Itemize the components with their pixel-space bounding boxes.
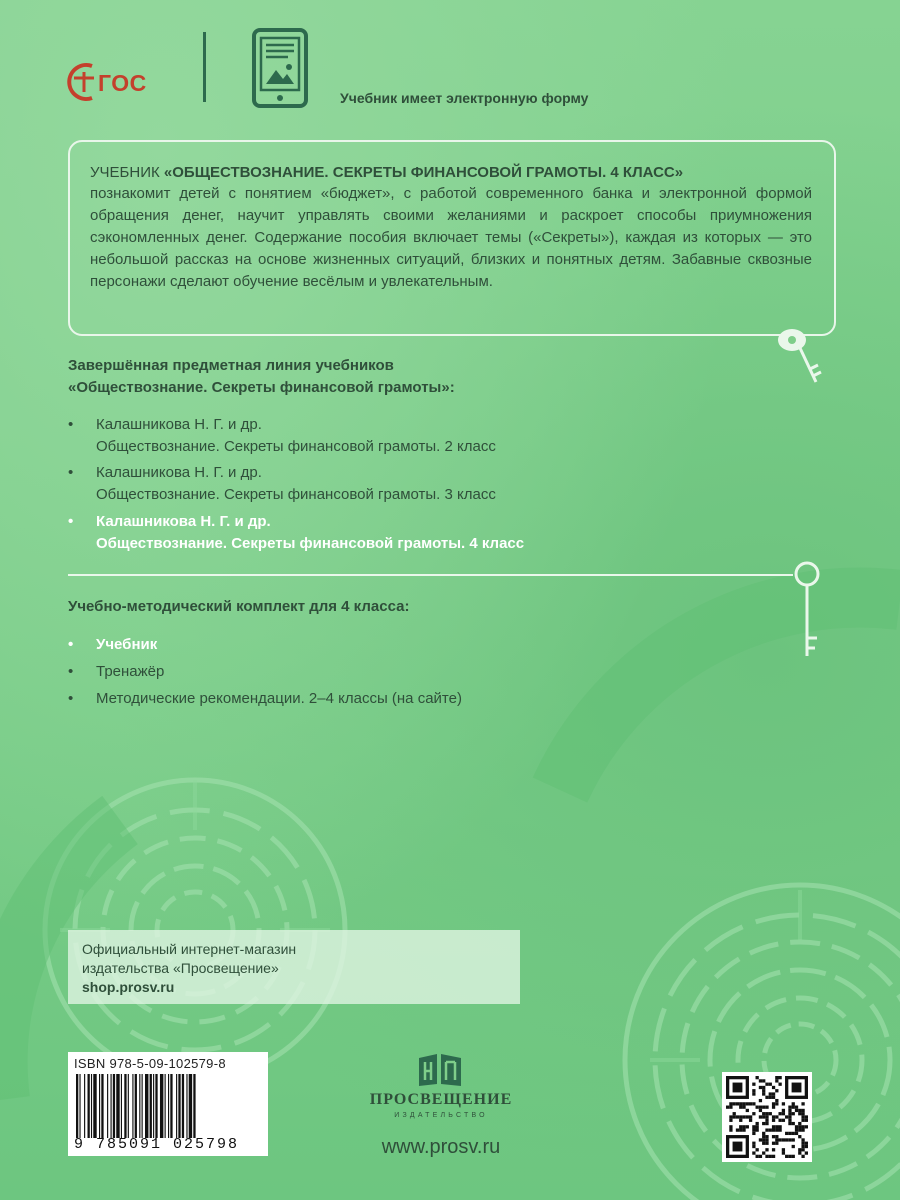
barcode-bar: [165, 1074, 166, 1138]
qr-module: [801, 1112, 804, 1115]
qr-module: [805, 1115, 808, 1118]
series-item-book: Обществознание. Секреты финансовой грамоты. 2 класс: [96, 438, 496, 455]
qr-module: [782, 1138, 785, 1141]
description-text: познакомит детей с понятием «бюджет», с работой современного банка и электронной формой обращения денег, научит управлять своими желаниями и раскроет способы приумножения сэкономленных денег. Содержание пособия включает темы («Секреты»), каждая из которых — это небольшой рассказ на основе жизненных ситуаций, близких и понятных детям. Забавные сквозные персонажи сделают обучение весёлым и увлекательным.: [90, 185, 812, 290]
qr-module: [775, 1142, 778, 1145]
series-item-current: [68, 511, 524, 555]
qr-module: [765, 1138, 768, 1141]
qr-module: [746, 1102, 749, 1105]
qr-module: [739, 1102, 742, 1105]
qr-module: [762, 1132, 765, 1135]
qr-module: [772, 1106, 775, 1109]
qr-module: [752, 1142, 755, 1145]
tablet-icon: [252, 28, 308, 108]
barcode-bar: [155, 1074, 157, 1138]
qr-module: [785, 1155, 788, 1158]
qr-module: [795, 1128, 798, 1131]
series-item-author: Калашникова Н. Г. и др.: [96, 416, 262, 433]
qr-module: [756, 1122, 759, 1125]
qr-module: [769, 1112, 772, 1115]
qr-module: [772, 1125, 775, 1128]
barcode-bar: [111, 1074, 112, 1138]
qr-module: [759, 1138, 762, 1141]
barcode-bar: [189, 1074, 192, 1138]
qr-module: [798, 1122, 801, 1125]
qr-module: [775, 1089, 778, 1092]
qr-module: [765, 1112, 768, 1115]
qr-module: [805, 1142, 808, 1145]
qr-module: [729, 1128, 732, 1131]
barcode-bar: [79, 1074, 80, 1138]
qr-module: [775, 1138, 778, 1141]
isbn-barcode: [68, 1052, 268, 1156]
qr-module: [762, 1115, 765, 1118]
qr-module: [769, 1096, 772, 1099]
barcode-bar: [139, 1074, 140, 1138]
series-title-line1: Завершённая предметная линия учебников: [68, 357, 394, 374]
qr-module: [775, 1135, 778, 1138]
qr-module: [801, 1142, 804, 1145]
qr-module: [733, 1142, 743, 1152]
qr-module: [746, 1109, 749, 1112]
qr-module: [782, 1151, 785, 1154]
barcode-bar: [182, 1074, 184, 1138]
qr-module: [795, 1125, 798, 1128]
qr-module: [801, 1119, 804, 1122]
qr-module: [778, 1128, 781, 1131]
qr-module: [785, 1132, 788, 1135]
qr-module: [765, 1142, 768, 1145]
qr-code-icon: [726, 1076, 808, 1158]
qr-module: [752, 1151, 755, 1154]
qr-module: [726, 1106, 729, 1109]
qr-module: [759, 1106, 762, 1109]
barcode-bar: [145, 1074, 148, 1138]
publisher-subtitle: ИЗДАТЕЛЬСТВО: [394, 1112, 488, 1119]
barcode-bar: [193, 1074, 195, 1138]
barcode-bar: [176, 1074, 177, 1138]
barcode-bar: [160, 1074, 163, 1138]
shop-url-link[interactable]: shop.prosv.ru: [82, 979, 175, 995]
qr-module: [798, 1128, 801, 1131]
qr-module: [736, 1102, 739, 1105]
qr-module: [762, 1112, 765, 1115]
kit-title: Учебно-методический комплект для 4 класса:: [68, 598, 410, 615]
header-divider: [203, 32, 206, 102]
qr-module: [756, 1076, 759, 1079]
barcode-bar: [84, 1074, 85, 1138]
qr-module: [769, 1083, 772, 1086]
qr-module: [752, 1125, 755, 1128]
qr-module: [788, 1132, 791, 1135]
qr-module: [782, 1119, 785, 1122]
qr-module: [749, 1119, 752, 1122]
qr-module: [772, 1155, 775, 1158]
qr-module: [769, 1092, 772, 1095]
description-book-title: «ОБЩЕСТВОЗНАНИЕ. СЕКРЕТЫ ФИНАНСОВОЙ ГРАМОТЫ. 4 КЛАСС»: [163, 164, 684, 181]
bullet-icon: •: [68, 636, 74, 653]
qr-module: [801, 1115, 804, 1118]
kit-item: [68, 690, 462, 707]
qr-module: [805, 1151, 808, 1154]
qr-module: [769, 1128, 772, 1131]
qr-module: [788, 1106, 791, 1109]
barcode-bar: [113, 1074, 115, 1138]
barcode-bar: [91, 1074, 92, 1138]
kit-item-label: Методические рекомендации. 2–4 классы (на сайте): [96, 690, 462, 707]
description-title-line: [90, 162, 812, 183]
series-item: [68, 462, 496, 506]
qr-module: [739, 1128, 742, 1131]
qr-module: [752, 1092, 755, 1095]
description-prefix: УЧЕБНИК: [90, 164, 164, 181]
barcode-bar: [124, 1074, 126, 1138]
qr-module: [785, 1138, 788, 1141]
bullet-icon: •: [68, 513, 74, 530]
qr-module: [792, 1083, 802, 1093]
qr-module: [775, 1079, 778, 1082]
qr-module: [788, 1122, 791, 1125]
shop-info-box: [68, 930, 520, 1004]
qr-module: [752, 1102, 755, 1105]
series-item-author: Калашникова Н. Г. и др.: [96, 513, 271, 530]
key-icon: [768, 318, 828, 398]
barcode-bar: [142, 1074, 143, 1138]
qr-module: [772, 1096, 775, 1099]
qr-module: [739, 1125, 742, 1128]
qr-module: [788, 1115, 791, 1118]
qr-module: [756, 1155, 759, 1158]
kit-item-current: [68, 636, 157, 653]
qr-module: [792, 1138, 795, 1141]
qr-module: [765, 1115, 768, 1118]
qr-module: [765, 1083, 768, 1086]
qr-module: [729, 1119, 732, 1122]
barcode-bar: [170, 1074, 172, 1138]
qr-module: [795, 1106, 798, 1109]
qr-module: [782, 1112, 785, 1115]
qr-module: [756, 1128, 759, 1131]
qr-module: [792, 1122, 795, 1125]
barcode-bar: [153, 1074, 154, 1138]
qr-module: [798, 1109, 801, 1112]
qr-module: [772, 1119, 775, 1122]
qr-module: [759, 1099, 762, 1102]
qr-module: [733, 1115, 736, 1118]
qr-module: [759, 1115, 762, 1118]
qr-module: [762, 1089, 765, 1092]
qr-module: [805, 1125, 808, 1128]
electronic-form-note: Учебник имеет электронную форму: [340, 90, 589, 106]
qr-module: [801, 1138, 804, 1141]
qr-module: [756, 1125, 759, 1128]
bullet-icon: •: [68, 663, 74, 680]
qr-module: [762, 1106, 765, 1109]
qr-module: [778, 1076, 781, 1079]
qr-module: [733, 1102, 736, 1105]
qr-module: [746, 1115, 749, 1118]
qr-module: [762, 1138, 765, 1141]
qr-module: [765, 1122, 768, 1125]
qr-module: [759, 1086, 762, 1089]
series-item-author: Калашникова Н. Г. и др.: [96, 464, 262, 481]
qr-module: [759, 1109, 762, 1112]
qr-module: [762, 1122, 765, 1125]
barcode-bar: [132, 1074, 133, 1138]
qr-module: [759, 1155, 762, 1158]
barcode-bar: [88, 1074, 90, 1138]
qr-module: [798, 1125, 801, 1128]
qr-code[interactable]: [722, 1072, 812, 1162]
qr-module: [742, 1115, 745, 1118]
qr-module: [765, 1155, 768, 1158]
series-item-book: Обществознание. Секреты финансовой грамоты. 4 класс: [96, 535, 525, 552]
qr-module: [742, 1106, 745, 1109]
barcode-digits: 9 785091 025798: [74, 1136, 240, 1153]
publisher-website-link[interactable]: www.prosv.ru: [381, 1136, 501, 1158]
barcode-bar: [107, 1074, 108, 1138]
qr-module: [782, 1102, 785, 1105]
barcode-bar: [76, 1074, 78, 1138]
barcode-bars: [74, 1074, 260, 1138]
qr-module: [742, 1102, 745, 1105]
qr-module: [742, 1128, 745, 1131]
qr-module: [788, 1109, 791, 1112]
qr-module: [742, 1125, 745, 1128]
bullet-icon: •: [68, 464, 74, 481]
qr-module: [805, 1145, 808, 1148]
series-title-line2: «Обществознание. Секреты финансовой грамоты»:: [68, 379, 455, 396]
qr-module: [733, 1083, 743, 1093]
qr-module: [801, 1125, 804, 1128]
qr-module: [785, 1115, 788, 1118]
qr-module: [798, 1151, 801, 1154]
qr-module: [749, 1115, 752, 1118]
kit-item-label: Учебник: [96, 636, 158, 653]
qr-module: [739, 1115, 742, 1118]
bullet-icon: •: [68, 690, 74, 707]
qr-module: [801, 1128, 804, 1131]
qr-module: [729, 1115, 732, 1118]
qr-module: [782, 1109, 785, 1112]
qr-module: [795, 1109, 798, 1112]
qr-module: [752, 1145, 755, 1148]
kit-item: [68, 663, 164, 680]
qr-module: [772, 1128, 775, 1131]
qr-module: [733, 1112, 736, 1115]
isbn-number: ISBN 978-5-09-102579-8: [74, 1056, 226, 1071]
qr-module: [772, 1115, 775, 1118]
qr-module: [729, 1106, 732, 1109]
barcode-bar: [101, 1074, 103, 1138]
shop-line2: издательства «Просвещение»: [82, 960, 279, 976]
qr-module: [778, 1112, 781, 1115]
qr-module: [782, 1148, 785, 1151]
bullet-icon: •: [68, 416, 74, 433]
qr-module: [736, 1128, 739, 1131]
qr-module: [765, 1148, 768, 1151]
fgos-logo-text: ГОС: [98, 70, 147, 96]
qr-module: [775, 1115, 778, 1118]
qr-module: [739, 1106, 742, 1109]
qr-module: [801, 1148, 804, 1151]
qr-module: [775, 1099, 778, 1102]
qr-module: [756, 1106, 759, 1109]
qr-module: [788, 1119, 791, 1122]
series-item-book: Обществознание. Секреты финансовой грамоты. 3 класс: [96, 486, 496, 503]
qr-module: [762, 1142, 765, 1145]
qr-module: [775, 1102, 778, 1105]
qr-module: [788, 1155, 791, 1158]
qr-module: [762, 1135, 765, 1138]
qr-module: [775, 1125, 778, 1128]
qr-module: [792, 1112, 795, 1115]
qr-module: [765, 1128, 768, 1131]
qr-module: [729, 1125, 732, 1128]
qr-module: [801, 1145, 804, 1148]
publisher-name: ПРОСВЕЩЕНИЕ: [369, 1091, 513, 1108]
qr-module: [798, 1112, 801, 1115]
barcode-bar: [116, 1074, 119, 1138]
qr-module: [792, 1155, 795, 1158]
kit-item-label: Тренажёр: [96, 663, 165, 680]
qr-module: [765, 1106, 768, 1109]
qr-module: [798, 1148, 801, 1151]
qr-module: [778, 1119, 781, 1122]
qr-module: [762, 1151, 765, 1154]
qr-module: [792, 1145, 795, 1148]
barcode-bar: [178, 1074, 180, 1138]
qr-module: [801, 1102, 804, 1105]
barcode-bar: [168, 1074, 169, 1138]
qr-module: [792, 1106, 795, 1109]
qr-module: [801, 1109, 804, 1112]
qr-module: [772, 1086, 775, 1089]
series-title: [68, 355, 455, 399]
qr-module: [805, 1119, 808, 1122]
qr-module: [769, 1155, 772, 1158]
qr-module: [765, 1135, 768, 1138]
barcode-bar: [99, 1074, 100, 1138]
qr-module: [765, 1119, 768, 1122]
qr-module: [775, 1128, 778, 1131]
qr-module: [772, 1135, 775, 1138]
qr-module: [775, 1076, 778, 1079]
qr-module: [792, 1102, 795, 1105]
series-item: [68, 414, 496, 458]
qr-module: [746, 1125, 749, 1128]
qr-module: [762, 1079, 765, 1082]
qr-module: [752, 1083, 755, 1086]
shop-line1: Официальный интернет-магазин: [82, 941, 297, 957]
qr-module: [762, 1092, 765, 1095]
qr-module: [765, 1096, 768, 1099]
qr-module: [756, 1148, 759, 1151]
barcode-bar: [150, 1074, 152, 1138]
fgos-logo: [62, 58, 152, 106]
qr-module: [772, 1102, 775, 1105]
qr-module: [798, 1135, 801, 1138]
qr-module: [749, 1102, 752, 1105]
key-icon: [785, 556, 835, 666]
barcode-bar: [128, 1074, 129, 1138]
qr-module: [778, 1083, 781, 1086]
qr-module: [736, 1115, 739, 1118]
barcode-bar: [135, 1074, 137, 1138]
publisher-logo-icon: [415, 1052, 465, 1088]
qr-module: [788, 1112, 791, 1115]
qr-module: [772, 1148, 775, 1151]
qr-module: [729, 1102, 732, 1105]
qr-module: [772, 1092, 775, 1095]
description-box: [68, 140, 836, 336]
qr-module: [759, 1079, 762, 1082]
qr-module: [792, 1132, 795, 1135]
barcode-bar: [93, 1074, 96, 1138]
qr-module: [788, 1138, 791, 1141]
fgos-emblem-icon: [62, 58, 102, 106]
qr-module: [795, 1132, 798, 1135]
qr-module: [778, 1125, 781, 1128]
barcode-bar: [186, 1074, 187, 1138]
barcode-bar: [121, 1074, 122, 1138]
qr-module: [752, 1112, 755, 1115]
section-divider: [68, 574, 793, 576]
qr-module: [801, 1155, 804, 1158]
qr-module: [762, 1086, 765, 1089]
qr-module: [752, 1089, 755, 1092]
qr-module: [752, 1132, 755, 1135]
qr-module: [778, 1138, 781, 1141]
qr-module: [739, 1119, 742, 1122]
qr-module: [752, 1128, 755, 1131]
qr-module: [772, 1142, 775, 1145]
